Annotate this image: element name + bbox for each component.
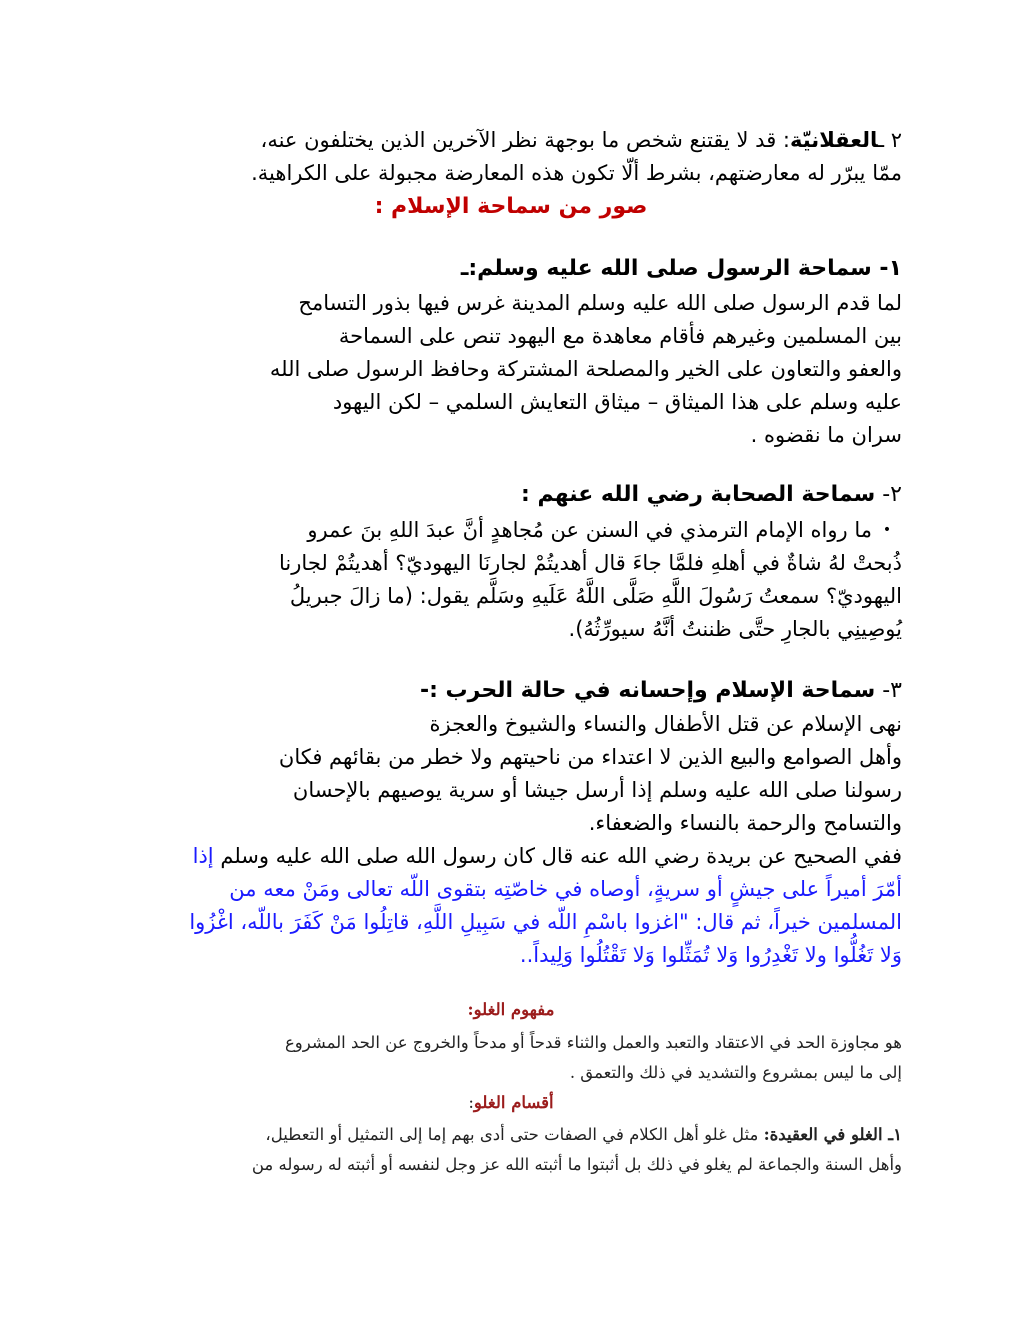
page-title: صور من سماحة الإسلام : (374, 194, 648, 219)
types-colon: : (468, 1093, 474, 1112)
concept-title: مفهوم الغلو: (467, 1000, 555, 1019)
concept-line: إلى ما ليس بمشروع والتشديد في ذلك والتعمق . (569, 1063, 902, 1082)
section2-line: اليهوديّ؟ سمعتُ رَسُولَ اللَّهِ صَلَّى اللَّهُ عَلَيهِ وسَلَّم يقول: (ما زالَ جبريلُ (289, 584, 902, 608)
section3-number: ٣- (875, 678, 902, 703)
section2-line: •ما رواه الإمام الترمذي في السنن عن مُجاهدٍ أنَّ عبدَ اللهِ بنَ عمرو (120, 514, 902, 547)
type-item-1: ١ـ الغلو في العقيدة: مثل غلو أهل الكلام في الصفات حتى أدى بهم إما إلى التمثيل أو التعطيل، (265, 1125, 902, 1144)
section3-line: نهى الإسلام عن قتل الأطفال والنساء والشيوخ والعجزة (429, 712, 902, 736)
section1-line: لما قدم الرسول صلى الله عليه وسلم المدينة غرس فيها بذور التسامح (298, 291, 902, 315)
hadith-line: المسلمين خيراً، ثم قال: "اغزوا باسْمِ اللّه في سَبِيلِ اللَّهِ، قاتِلُوا مَنْ كَفَرَ باللّه، اغْزُوا (189, 910, 902, 934)
hadith-intro: ففي الصحيح عن بريدة رضي الله عنه قال كان رسول الله صلى الله عليه وسلم (220, 844, 902, 868)
types-body (120, 1120, 902, 1180)
hadith-line: أمّرَ أميراً على جيشٍ أو سريةٍ، أوصاه في خاصّتِه بتقوى اللّه تعالى ومَنْ معه من (229, 877, 902, 901)
section2-heading (120, 482, 902, 507)
intro-term: العقلانيّة (790, 128, 878, 152)
type-item-1-label: ١ـ الغلو في العقيدة: (763, 1125, 902, 1144)
section3-body (120, 708, 902, 840)
intro-line-1 (120, 124, 902, 157)
type-item-1-cont: وأهل السنة والجماعة لم يغلو في ذلك بل أثبتوا ما أثبته الله عز وجل لنفسه أو أثبته له رسوله من (251, 1155, 902, 1174)
section2-title: سماحة الصحابة رضي الله عنهم : (521, 482, 876, 507)
section3-line: رسولنا صلى الله عليه وسلم إذا أرسل جيشا أو سرية يوصيهم بالإحسان (292, 778, 902, 802)
section3-heading (120, 678, 902, 703)
types-title: أقسام الغلو (473, 1093, 554, 1112)
intro-line-2: ممّا يبرّر له معارضتهم، بشرط ألّا تكون هذه المعارضة مجبولة على الكراهية. (251, 161, 902, 185)
section2-line: يُوصِينِي بالجارِ حتَّى ظننتُ أنَّهُ سيورِّثُهُ). (568, 617, 902, 641)
intro-number: ٢ ـ (877, 128, 902, 152)
intro-paragraph (120, 124, 902, 190)
bullet-icon: • (882, 522, 892, 538)
hadith-paragraph (14, 840, 902, 939)
section1-line: بين المسلمين وغيرهم فأقام معاهدة مع اليهود تنص على السماحة (338, 324, 902, 348)
section1-line: عليه وسلم على هذا الميثاق – ميثاق التعايش السلمي – لكن اليهود (332, 390, 902, 414)
types-title-wrap (120, 1088, 902, 1118)
concept-body (120, 1028, 902, 1088)
section3-line: وأهل الصوامع والبيع الذين لا اعتداء من ناحيتهم ولا خطر من بقائهم فكان (278, 745, 902, 769)
section2-number: ٢- (875, 482, 902, 507)
intro-text-1: : قد لا يقتنع شخص ما بوجهة نظر الآخرين الذين يختلفون عنه، (260, 128, 790, 152)
section2-body (120, 514, 902, 646)
hadith-intro-line (14, 840, 902, 873)
section1-body (120, 287, 902, 452)
hadith-first-word: إذا (192, 844, 214, 868)
concept-line: هو مجاوزة الحد في الاعتقاد والتعبد والعمل والثناء قدحاً أو مدحاً والخروج عن الحد المشروع (284, 1033, 902, 1052)
section1-line: سران ما نقضوه . (750, 423, 902, 447)
section1-heading: ١- سماحة الرسول صلى الله عليه وسلم:ـ (460, 256, 902, 281)
hadith-last-line: وَلا تَغُلُّوا ولا تَغْدِرُوا وَلا تُمَثِّلوا وَلا تَقْتُلُوا وَلِيداً.. (519, 943, 902, 967)
section3-title: سماحة الإسلام وإحسانه في حالة الحرب :- (419, 678, 876, 703)
section3-line: والتسامح والرحمة بالنساء والضعفاء. (588, 811, 902, 835)
section2-line: ذُبحتْ لهُ شاةٌ في أهلهِ فلمَّا جاءَ قال أهديتُمْ لجارنَا اليهوديّ؟ أهديتُمْ لجارنا (279, 551, 902, 575)
section1-line: والعفو والتعاون على الخير والمصلحة المشتركة وحافظ الرسول صلى الله (269, 357, 902, 381)
